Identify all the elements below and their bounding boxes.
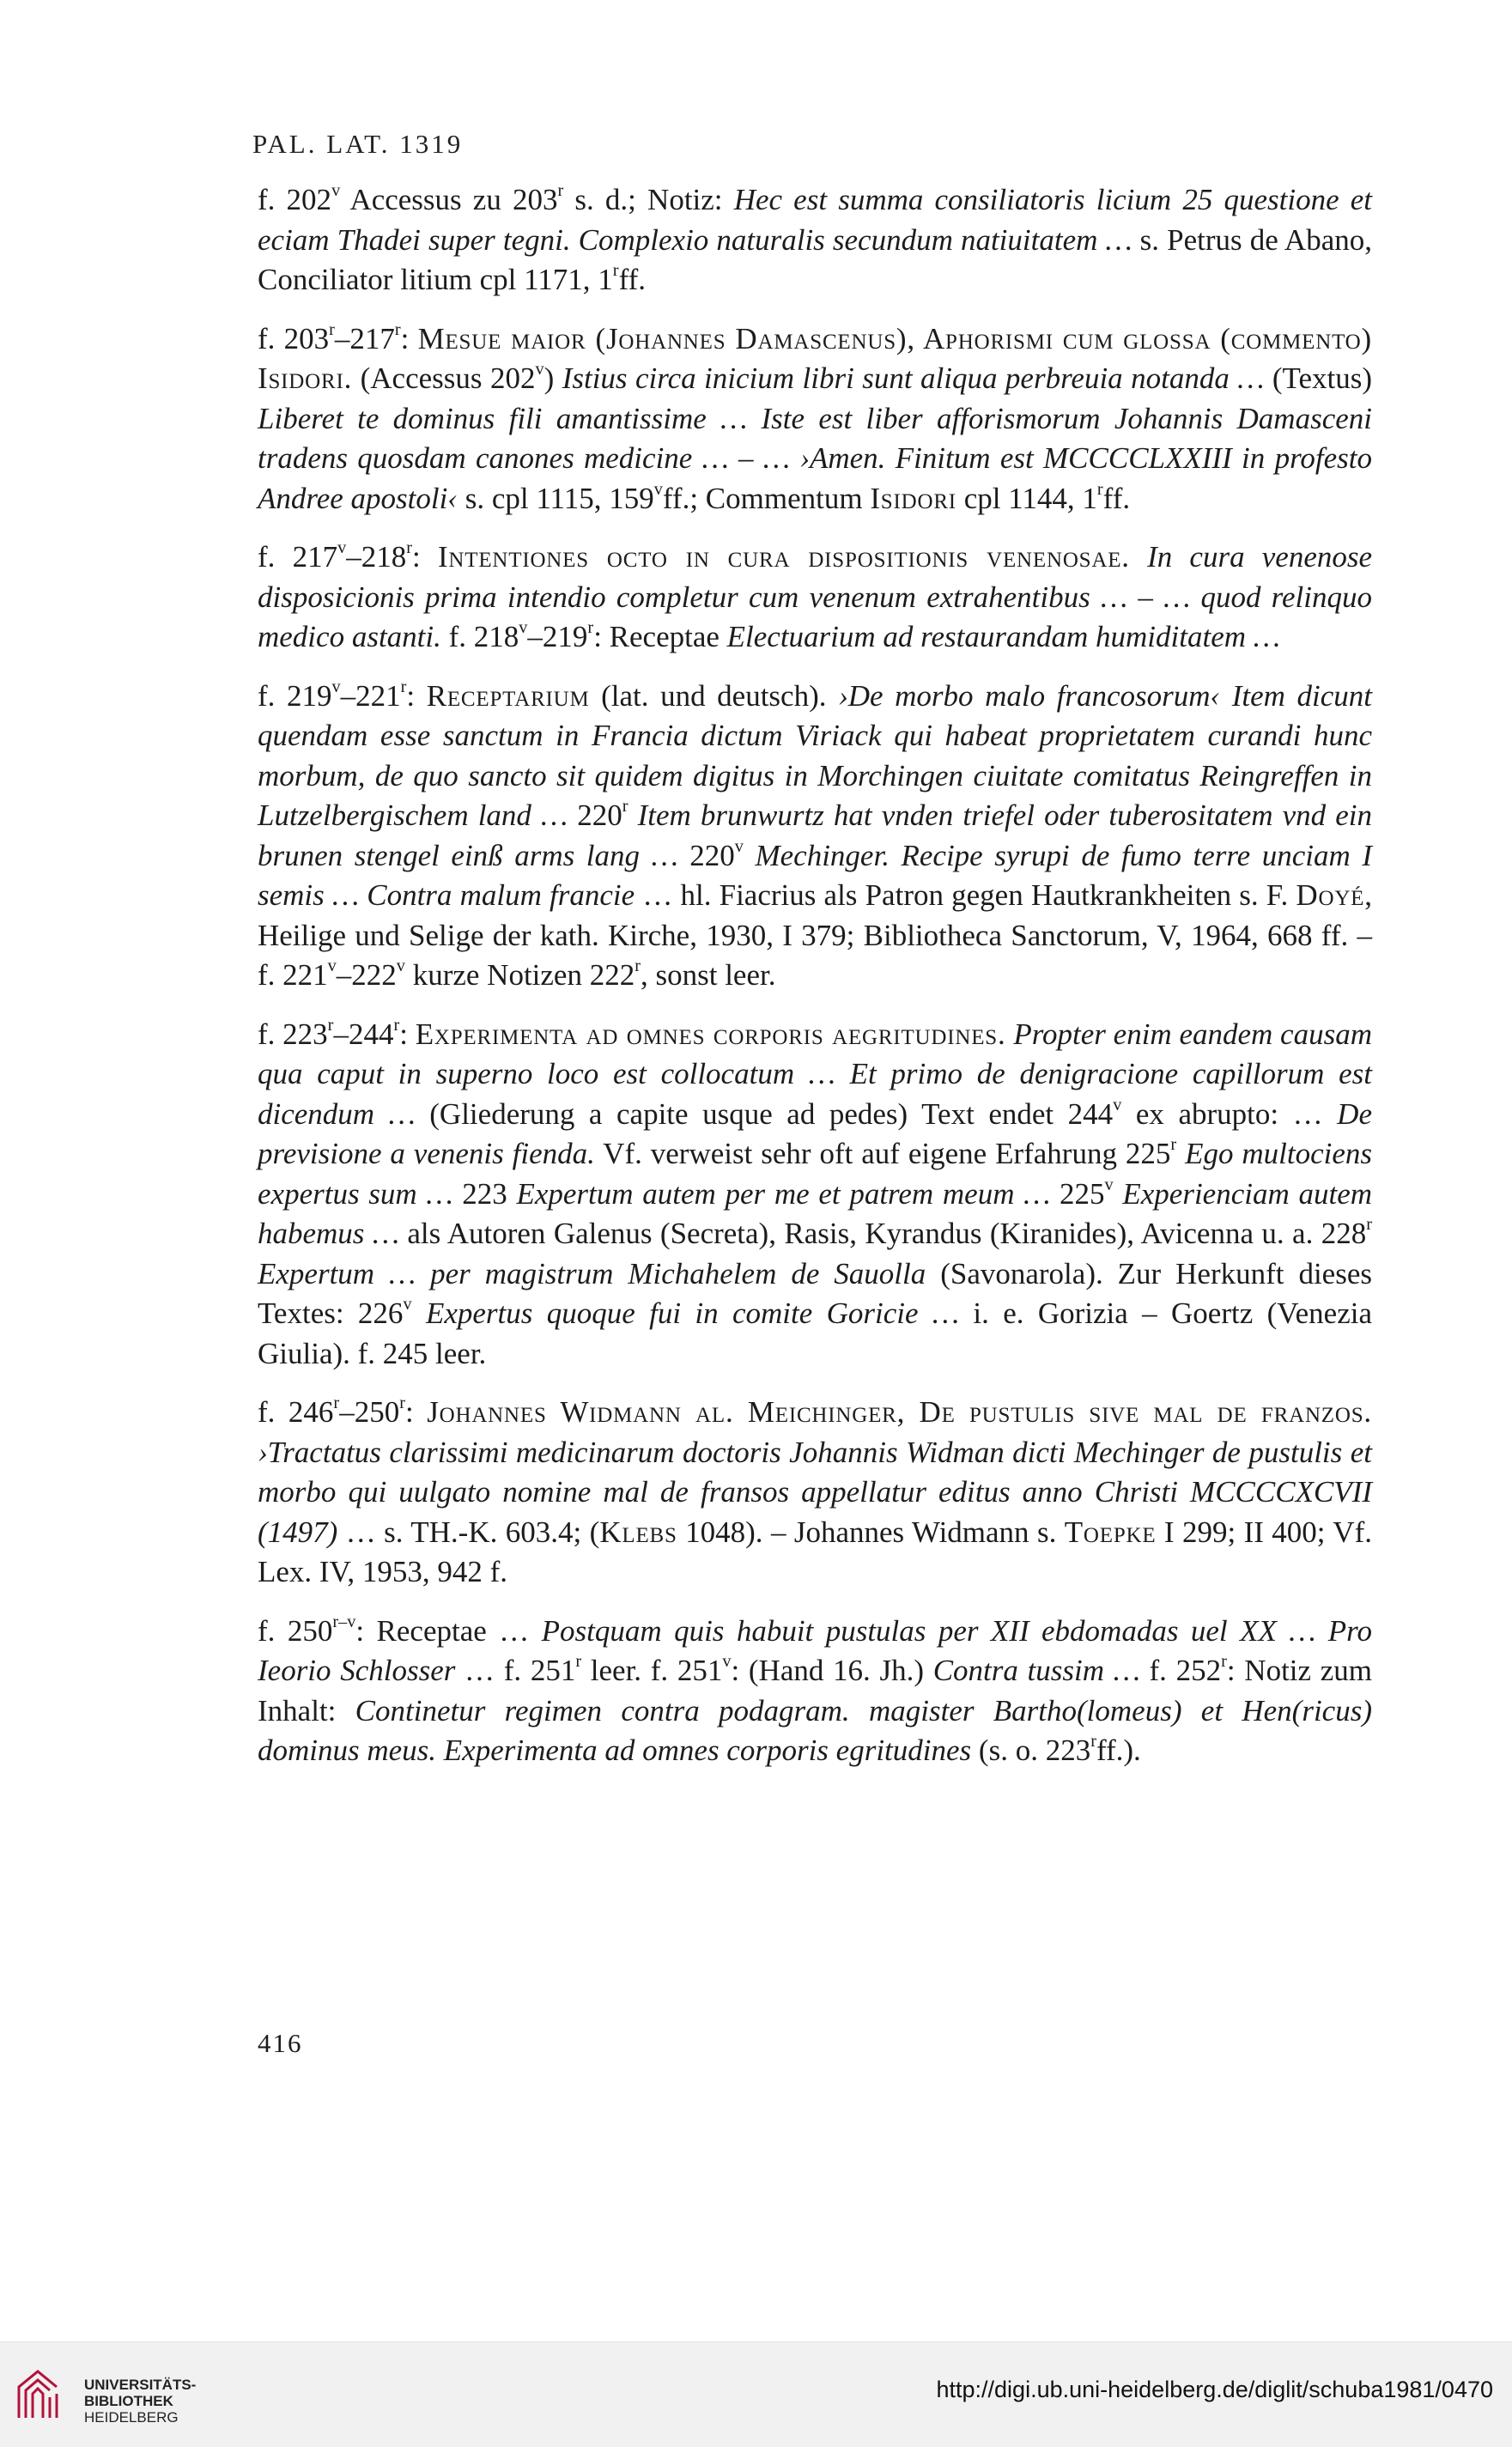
entry-text: leer. f. 251 [581,1654,723,1687]
small-caps-title: Receptarium [426,678,590,713]
folio-side: v [722,1652,732,1672]
small-caps-title: Johannes Widmann al. Meichinger, De pustulis sive mal de franzos. [427,1395,1372,1429]
logo-line-2: BIBLIOTHEK [84,2393,173,2409]
folio-side: r–v [332,1612,356,1631]
folio-side: r [329,319,335,339]
small-caps-title: Mesue maior (Johannes Damascenus), Aphorismi cum glossa (commento) Isidori. [258,321,1372,395]
entry-text: : Receptae [593,620,727,653]
entry-text: … hl. Fiacrius als Patron gegen Hautkrankheiten s. F. [635,878,1296,912]
italic-quote: In cura venenose disposicionis prima intendio completur cum venenum extrahentibus … – … quod relinquo medico astanti. [258,540,1373,653]
catalog-entry [258,1612,1372,1771]
entry-text: f. 203 [258,321,330,355]
entry-text: : [400,321,418,355]
entry-text [412,1296,426,1330]
entry-text: (lat. und deutsch). [589,678,839,713]
folio-side: v [653,479,663,499]
folio-side: r [1366,1215,1372,1235]
entry-text: : [404,1395,428,1429]
folio-side: r [400,677,407,696]
italic-quote: Mechinger. Recipe syrupi de fumo terre unciam I semis … Contra malum francie [258,838,1373,912]
library-logo[interactable] [15,2353,273,2435]
folio-side: r [333,1394,340,1413]
italic-quote: Item brunwurtz hat vnden triefel oder tuberositatem vnd ein brunen stengel einß arms lang … [258,798,1372,872]
entry-text: : Notiz zum Inhalt: [258,1654,1372,1727]
entry-text: f. 217 [258,540,338,574]
entry-text [744,839,756,872]
entry-text: 1048). – Johannes Widmann s. [677,1515,1065,1549]
entry-text: f. 252 [1139,1654,1222,1687]
entry-text: kurze Notizen 222 [404,958,635,992]
entry-text: Vf. verweist sehr oft auf eigene Erfahrung 225 [594,1137,1171,1170]
entry-text [1006,1017,1014,1051]
entry-text [1176,1137,1185,1170]
entry-text: ) [543,361,562,395]
page-number: 416 [258,2028,303,2058]
entry-text: f. 246 [258,1395,334,1429]
entry-text: als Autoren Galenus (Secreta), Rasis, Kyrandus (Kiranides), Avicenna u. a. 228 [398,1217,1367,1250]
small-caps-title: Klebs [599,1515,677,1549]
entry-text: –244 [333,1017,394,1051]
italic-quote: Istius circa inicium libri sunt aliqua perbreuia notanda … [562,361,1265,395]
entry-text: cpl 1144, 1 [956,481,1097,515]
running-header: PAL. LAT. 1319 [252,129,464,159]
entry-text: I 299; II 400; Vf. Lex. IV, 1953, 942 f. [258,1515,1372,1588]
entry-text: ff. [618,263,646,296]
italic-quote: Postquam quis habuit pustulas per XII ebdomadas uel XX … Pro Ieorio Schlosser [258,1613,1373,1687]
logo-line-3: HEIDELBERG [84,2409,179,2426]
entry-text: –250 [339,1395,400,1429]
catalog-text-body [258,180,1372,1790]
italic-quote: Liberet te dominus fili amantissime … Iste est liber afforismorum Johannis Damasceni tradens quosdam canones medicine … – … ›Amen. Finitum est MCCCCLXXIII in profesto Andree apostoli‹ [258,401,1372,515]
entry-text: s. cpl 1115, 159 [457,481,654,515]
catalog-entry [258,1393,1372,1593]
entry-text: 220 [568,798,622,832]
italic-quote: Propter enim eandem causam qua caput in superno loco est collocatum … Et primo de denigracione capillorum est dicendum … [258,1017,1372,1131]
library-logo-text [84,2377,196,2426]
entry-text: f. 219 [258,678,332,713]
folio-side: r [575,1652,582,1672]
folio-side: v [337,538,347,558]
library-logo-icon [15,2368,64,2420]
folio-side: v [396,956,405,976]
entry-text: (Textus) [1264,361,1372,395]
entry-text: f. 223 [258,1017,328,1051]
entry-text: –219 [527,620,588,653]
catalog-entry [258,1015,1372,1375]
entry-text: (Gliederung a capite usque ad pedes) Text endet 244 [415,1096,1114,1131]
folio-side: r [394,319,401,339]
entry-text: : [406,678,427,713]
small-caps-title: Toepke [1064,1515,1157,1549]
entry-text: –217 [334,321,395,355]
entry-text [628,798,638,832]
entry-text: (Savonarola). Zur Herkunft dieses Textes: 226 [258,1256,1372,1330]
folio-side: r [1090,1732,1096,1752]
folio-side: r [557,181,564,201]
folio-side: v [331,677,341,696]
small-caps-title: Doyé [1296,878,1365,912]
entry-text: (Accessus 202 [352,361,536,395]
folio-side: r [635,956,641,976]
entry-text: : [412,540,438,574]
entry-text: 220 [677,838,735,872]
folio-side: r [1221,1652,1227,1672]
folio-side: v [519,618,528,638]
entry-text: … f. 251 [455,1654,576,1687]
entry-text: f. 218 [440,620,519,653]
folio-side: r [399,1394,405,1413]
small-caps-title: Experimenta ad omnes corporis aegritudines. [415,1017,1006,1051]
italic-quote: Expertum autem per me et patrem meum … [516,1176,1051,1211]
entry-text: 225 [1050,1176,1105,1211]
entry-text: s. Petrus de Abano, Conciliator litium cpl 1171, 1 [258,222,1372,296]
entry-text: i. e. Gorizia – Goertz (Venezia Giulia). f. 245 leer. [258,1296,1373,1370]
entry-text: ff.; Commentum [662,481,871,515]
entry-text: : Receptae … [355,1613,542,1648]
italic-quote: De previsione a venenis fienda. [258,1096,1372,1170]
entry-text: ff.). [1096,1734,1141,1767]
folio-side: v [1113,1095,1122,1114]
italic-quote: Electuarium ad restaurandam humiditatem … [726,620,1280,653]
small-caps-title: Isidori [870,481,956,515]
entry-text: s. d.; Notiz: [563,183,734,216]
folio-side: r [393,1015,400,1035]
italic-quote: Contra tussim … [932,1654,1140,1687]
italic-quote: Expertus quoque fui in comite Goricie … [425,1296,960,1330]
entry-text: Accessus zu 203 [340,183,558,216]
catalog-entry [258,319,1372,519]
entry-text: f. 250 [258,1613,333,1648]
folio-side: r [327,1015,334,1035]
folio-side: v [327,956,337,976]
italic-quote: Expertum … per magistrum Michahelem de Sauolla [258,1256,926,1290]
italic-quote: Continetur regimen contra podagram. magister Bartho(lomeus) et Hen(ricus) dominus meus. Experimenta ad omnes corporis egritudines [258,1693,1372,1767]
folio-side: v [1104,1175,1114,1194]
library-footer-bar [0,2341,1512,2447]
entry-text: (s. o. 223 [971,1734,1091,1767]
entry-text: ff. [1102,481,1131,515]
folio-side: r [406,538,413,558]
folio-side: v [331,181,341,201]
catalog-entry [258,677,1372,996]
folio-side: r [1170,1135,1177,1155]
folio-side: r [612,261,619,281]
italic-quote: Ego multociens expertus sum … [258,1137,1372,1211]
folio-side: r [587,618,594,638]
entry-text: , Heilige und Selige der kath. Kirche, 1930, I 379; Bibliotheca Sanctorum, V, 1964, 668 ff. – f. 221 [258,878,1372,992]
entry-text: ex abrupto: … [1121,1096,1338,1131]
entry-text: , sonst leer. [640,958,776,992]
entry-text: : [399,1017,416,1051]
logo-line-1: UNIVERSITÄTS- [84,2377,197,2393]
entry-text: … s. TH.-K. 603.4; ( [337,1515,600,1549]
folio-side: v [734,836,744,856]
entry-text: f. 202 [258,183,332,216]
italic-quote: ›De morbo malo francosorum‹ Item dicunt quendam esse sanctum in Francia dictum Viriack qui habeat proprietatem curandi hunc morbum, de quo sancto sit quidem digitus in Morchingen ciuitate comitatus Reingreffen in Lutzelbergischem land … [258,678,1372,832]
entry-text: –222 [336,958,397,992]
small-caps-title: Intentiones octo in cura dispositionis venenosae. [437,540,1130,574]
entry-text [1114,1177,1123,1211]
catalog-entry [258,180,1372,301]
folio-side: r [622,797,628,817]
italic-quote: ›Tractatus clarissimi medicinarum doctoris Johannis Widman dicti Mechinger de pustulis et morbo qui uulgato nomine mal de fransos appellatur editus anno Christi MCCCCXCVII (1497) [258,1435,1372,1549]
folio-side: v [535,360,544,379]
entry-text: –221 [340,678,401,713]
folio-side: v [403,1295,412,1315]
entry-text: 223 [452,1176,517,1211]
entry-text [1130,540,1147,574]
entry-text: : (Hand 16. Jh.) [731,1654,933,1687]
entry-text: –218 [346,540,407,574]
italic-quote: Experienciam autem habemus … [258,1176,1372,1250]
folio-side: r [1096,479,1103,499]
catalog-entry [258,537,1372,658]
source-url-link[interactable]: http://digi.ub.uni-heidelberg.de/diglit/schuba1981/0470 [936,2377,1493,2402]
italic-quote: Hec est summa consiliatoris licium 25 questione et eciam Thadei super tegni. Complexio naturalis secundum natiuitatem … [258,183,1373,257]
